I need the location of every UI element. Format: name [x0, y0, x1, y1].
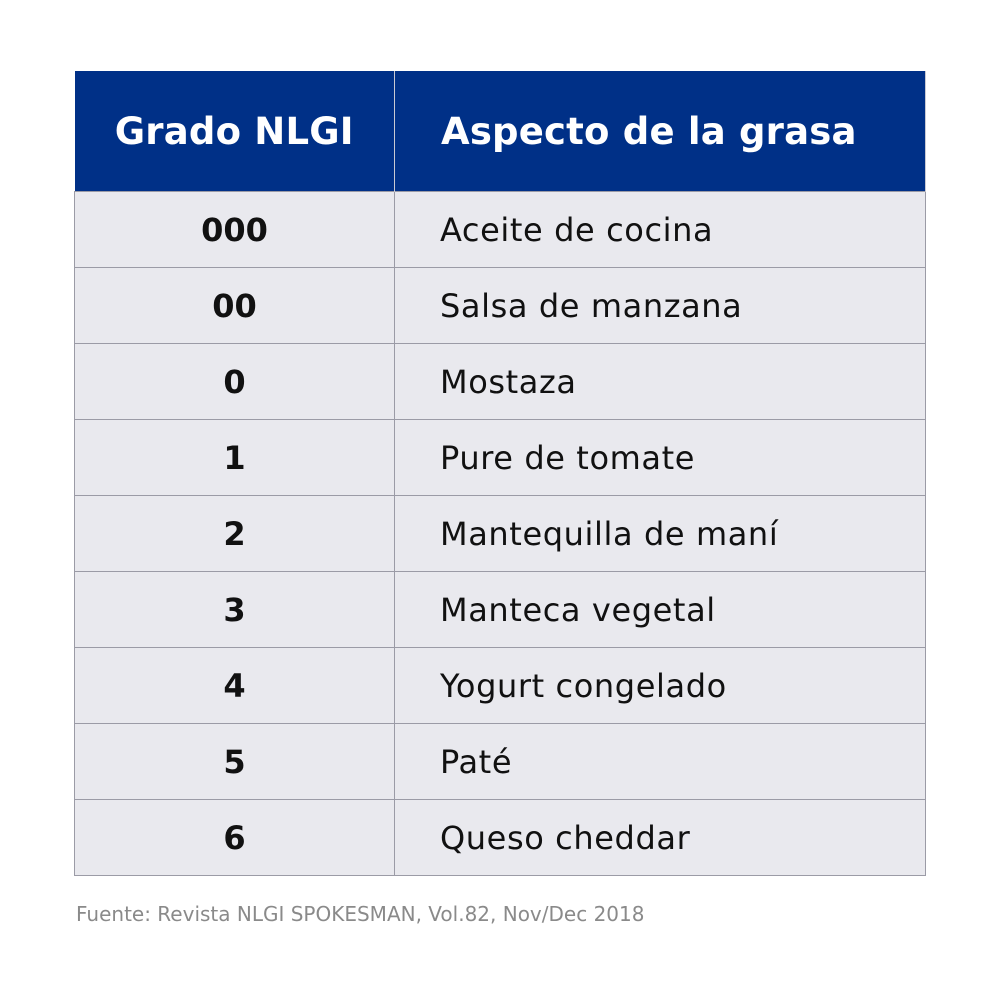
aspect-cell: Queso cheddar	[395, 800, 926, 876]
grade-cell: 000	[75, 192, 395, 268]
header-aspect: Aspecto de la grasa	[395, 71, 926, 192]
table-row	[75, 420, 926, 496]
grade-cell: 4	[75, 648, 395, 724]
table-header	[75, 71, 926, 192]
table-row	[75, 648, 926, 724]
aspect-cell: Mantequilla de maní	[395, 496, 926, 572]
aspect-cell: Yogurt congelado	[395, 648, 926, 724]
table-row	[75, 572, 926, 648]
header-grade: Grado NLGI	[75, 71, 395, 192]
grade-cell: 3	[75, 572, 395, 648]
aspect-cell: Pure de tomate	[395, 420, 926, 496]
grade-cell: 1	[75, 420, 395, 496]
aspect-cell: Paté	[395, 724, 926, 800]
table-row	[75, 344, 926, 420]
table-row	[75, 268, 926, 344]
table-row	[75, 724, 926, 800]
aspect-cell: Mostaza	[395, 344, 926, 420]
header-row	[75, 71, 926, 192]
aspect-cell: Aceite de cocina	[395, 192, 926, 268]
grade-cell: 0	[75, 344, 395, 420]
table-body	[75, 192, 926, 876]
table-row	[75, 800, 926, 876]
aspect-cell: Salsa de manzana	[395, 268, 926, 344]
grade-cell: 6	[75, 800, 395, 876]
grade-cell: 00	[75, 268, 395, 344]
aspect-cell: Manteca vegetal	[395, 572, 926, 648]
grade-cell: 2	[75, 496, 395, 572]
grade-cell: 5	[75, 724, 395, 800]
table-row	[75, 192, 926, 268]
table-row	[75, 496, 926, 572]
source-note: Fuente: Revista NLGI SPOKESMAN, Vol.82, Nov/Dec 2018	[76, 902, 645, 926]
nlgi-grade-table	[74, 71, 926, 876]
